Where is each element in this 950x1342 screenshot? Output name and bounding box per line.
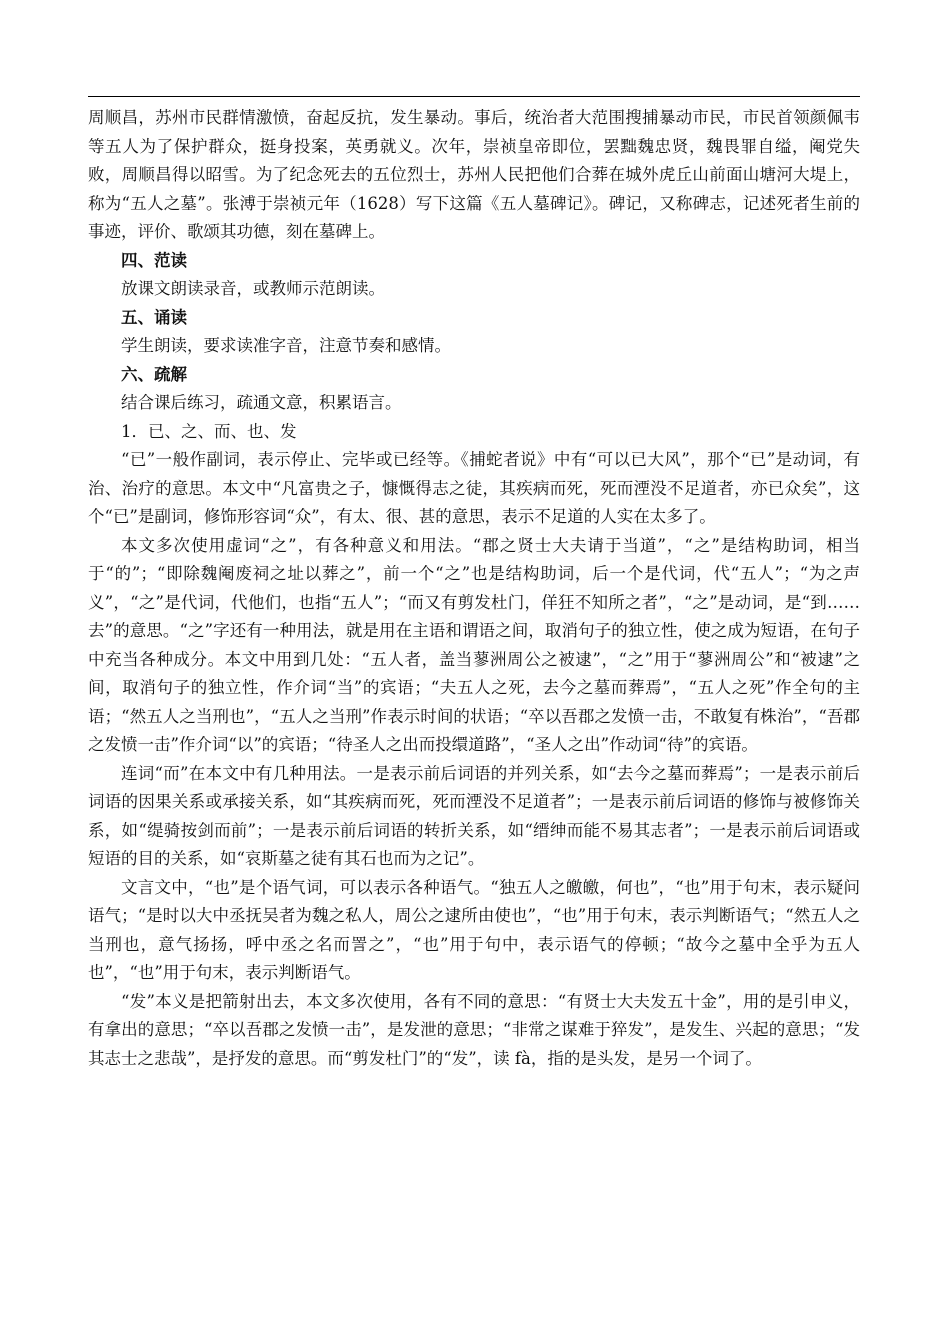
section-text-songdu: 学生朗读，要求读准字音，注意节奏和感情。	[121, 336, 451, 355]
section-heading-fandu: 四、范读	[121, 250, 187, 270]
document-body	[88, 104, 860, 1073]
section-text-shujie: 结合课后练习，疏通文意，积累语言。	[121, 393, 402, 412]
section-heading-shujie: 六、疏解	[121, 364, 187, 384]
section-text-fandu: 放课文朗读录音，或教师示范朗读。	[121, 279, 385, 298]
paragraph-ye: 文言文中，“也”是个语气词，可以表示各种语气。“独五人之皦皦，何也”，“也”用于句末，表示疑问语气；“是时以大中丞抚吴者为魏之私人，周公之逮所由使也”，“也”用于句末，表示判断语气；“然五人之当刑也，意气扬扬，呼中丞之名而詈之”，“也”用于句中，表示语气的停顿；“故今之墓中全乎为五人也”，“也”用于句末，表示判断语气。	[88, 877, 860, 982]
paragraph-zhi: 本文多次使用虚词“之”，有各种意义和用法。“郡之贤士大夫请于当道”，“之”是结构助词，相当于“的”；“即除魏阉废祠之址以葬之”，前一个“之”也是结构助词，后一个是代词，代“五人”；“为之声义”，“之”是代词，代他们，也指“五人”；“而又有剪发杜门，佯狂不知所之者”，“之”是动词，是“到……去”的意思。“之”字还有一种用法，就是用在主语和谓语之间，取消句子的独立性，使之成为短语，在句子中充当各种成分。本文中用到几处：“五人者，盖当蓼洲周公之被逮”，“之”用于“蓼洲周公”和“被逮”之间，取消句子的独立性，作介词“当”的宾语；“夫五人之死，去今之墓而葬焉”，“五人之死”作全句的主语；“然五人之当刑也”，“五人之当刑”作表示时间的状语；“卒以吾郡之发愤一击，不敢复有株治”，“吾郡之发愤一击”作介词“以”的宾语；“待圣人之出而投缳道路”，“圣人之出”作动词“待”的宾语。	[88, 535, 860, 754]
header-rule	[88, 96, 860, 97]
section-heading-songdu: 五、诵读	[121, 307, 187, 327]
paragraph-fa: “发”本义是把箭射出去，本文多次使用，各有不同的意思：“有贤士大夫发五十金”，用的是引申义，有拿出的意思；“卒以吾郡之发愤一击”，是发泄的意思；“非常之谋难于猝发”，是发生、兴起的意思；“发其志士之悲哉”，是抒发的意思。而“剪发杜门”的“发”，读 fà，指的是头发，是另一个词了。	[88, 991, 860, 1068]
intro-paragraph: 周顺昌，苏州市民群情激愤，奋起反抗，发生暴动。事后，统治者大范围搜捕暴动市民，市民首领颜佩韦等五人为了保护群众，挺身投案，英勇就义。次年，崇祯皇帝即位，罢黜魏忠贤，魏畏罪自缢，阉党失败，周顺昌得以昭雪。为了纪念死去的五位烈士，苏州人民把他们合葬在城外虎丘山前面山塘河大堤上，称为“五人之墓”。张溥于崇祯元年（1628）写下这篇《五人墓碑记》。碑记，又称碑志，记述死者生前的事迹，评价、歌颂其功德，刻在墓碑上。	[88, 108, 860, 241]
subheading-1: 1．已、之、而、也、发	[121, 421, 297, 441]
paragraph-yi: “已”一般作副词，表示停止、完毕或已经等。《捕蛇者说》中有“可以已大风”，那个“已”是动词，有治、治疗的意思。本文中“凡富贵之子，慷慨得志之徒，其疾病而死，死而湮没不足道者，亦已众矣”，这个“已”是副词，修饰形容词“众”，有太、很、甚的意思，表示不足道的人实在太多了。	[88, 450, 860, 526]
paragraph-er: 连词“而”在本文中有几种用法。一是表示前后词语的并列关系，如“去今之墓而葬焉”；一是表示前后词语的因果关系或承接关系，如“其疾病而死，死而湮没不足道者”；一是表示前后词语的修饰与被修饰关系，如“缇骑按剑而前”；一是表示前后词语的转折关系，如“缙绅而能不易其志者”；一是表示前后词语或短语的目的关系，如“哀斯墓之徒有其石也而为之记”。	[88, 763, 860, 868]
